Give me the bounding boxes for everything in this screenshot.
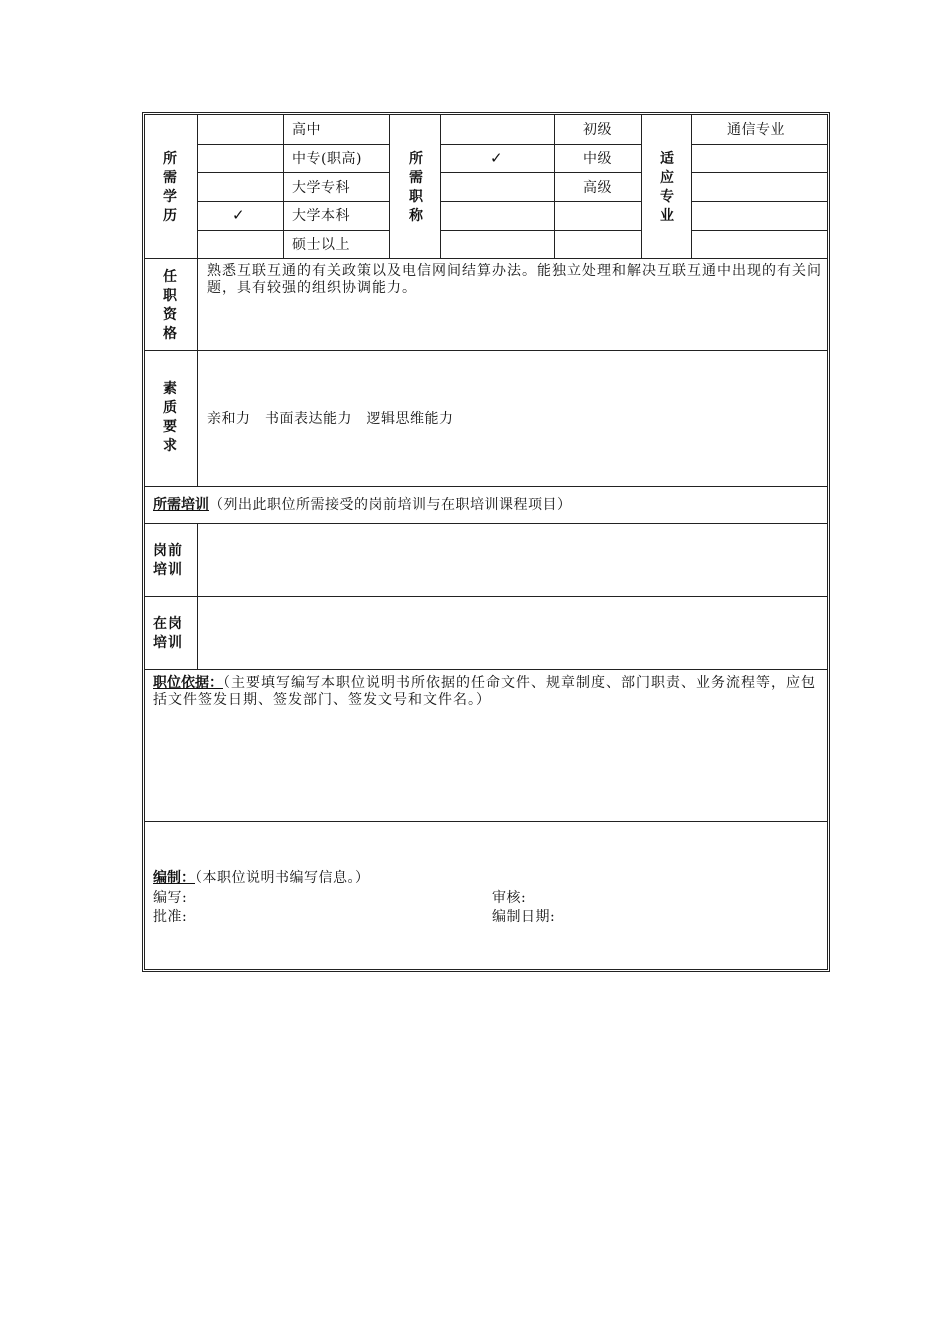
on-job-training-label: 在岗培训 xyxy=(153,616,183,651)
basis-header: 职位依据： xyxy=(153,675,223,691)
compile-approver-label: 批准: xyxy=(153,909,188,925)
divider xyxy=(691,230,828,231)
divider xyxy=(144,596,828,597)
divider xyxy=(197,144,389,145)
divider xyxy=(440,144,641,145)
qualification-text: 熟悉互联互通的有关政策以及电信网间结算办法。能独立处理和解决互联互通中出现的有关问题，具有较强的组织协调能力。 xyxy=(207,263,822,296)
divider xyxy=(691,172,828,173)
divider xyxy=(197,172,389,173)
divider xyxy=(691,201,828,202)
quality-text: 亲和力 书面表达能力 逻辑思维能力 xyxy=(207,411,454,427)
title-rank-label: 所需职称 xyxy=(409,151,423,224)
job-description-form xyxy=(144,114,828,970)
divider xyxy=(440,201,641,202)
education-check-mark: ✓ xyxy=(232,206,245,224)
title-rank-level-2: 中级 xyxy=(583,151,612,167)
divider xyxy=(440,114,441,258)
training-heading xyxy=(153,497,572,514)
divider xyxy=(440,230,641,231)
divider xyxy=(197,523,198,669)
major-label: 适应专业 xyxy=(660,151,674,224)
divider xyxy=(144,821,828,822)
education-level-3: 大学专科 xyxy=(292,180,350,196)
title-rank-level-1: 初级 xyxy=(583,122,612,138)
education-level-4: 大学本科 xyxy=(292,208,350,224)
pre-job-training-label: 岗前培训 xyxy=(153,543,183,578)
compile-date-label: 编制日期: xyxy=(492,909,556,925)
divider xyxy=(144,486,828,487)
compile-reviewer-label: 审核: xyxy=(492,890,527,906)
training-note: （列出此职位所需接受的岗前培训与在职培训课程项目） xyxy=(209,497,572,513)
compile-writer-label: 编写: xyxy=(153,890,188,906)
divider xyxy=(641,114,642,258)
divider xyxy=(389,114,390,258)
divider xyxy=(144,523,828,524)
divider xyxy=(440,172,641,173)
major-value: 通信专业 xyxy=(727,122,785,138)
divider xyxy=(554,114,555,258)
title-rank-level-3: 高级 xyxy=(583,180,612,196)
training-header: 所需培训 xyxy=(153,497,209,513)
divider xyxy=(197,201,389,202)
divider xyxy=(197,114,198,486)
divider xyxy=(197,230,389,231)
compile-header: 编制： xyxy=(153,870,195,886)
divider xyxy=(144,258,828,259)
compile-heading xyxy=(153,870,370,887)
compile-note: （本职位说明书编写信息。） xyxy=(195,870,370,886)
basis-note: （主要填写编写本职位说明书所依据的任命文件、规章制度、部门职责、业务流程等，应包括文件签发日期、签发部门、签发文号和文件名。） xyxy=(153,675,816,708)
divider xyxy=(691,114,692,258)
education-label: 所需学历 xyxy=(163,151,177,224)
basis-block xyxy=(153,675,823,709)
qualification-label: 任职资格 xyxy=(163,269,177,342)
divider xyxy=(144,350,828,351)
quality-label: 素质要求 xyxy=(163,381,177,454)
divider xyxy=(283,114,284,258)
divider xyxy=(144,669,828,670)
divider xyxy=(691,144,828,145)
education-level-5: 硕士以上 xyxy=(292,237,350,253)
education-level-1: 高中 xyxy=(292,122,321,138)
title-rank-check-mark: ✓ xyxy=(490,149,503,167)
education-level-2: 中专(职高) xyxy=(292,151,362,167)
